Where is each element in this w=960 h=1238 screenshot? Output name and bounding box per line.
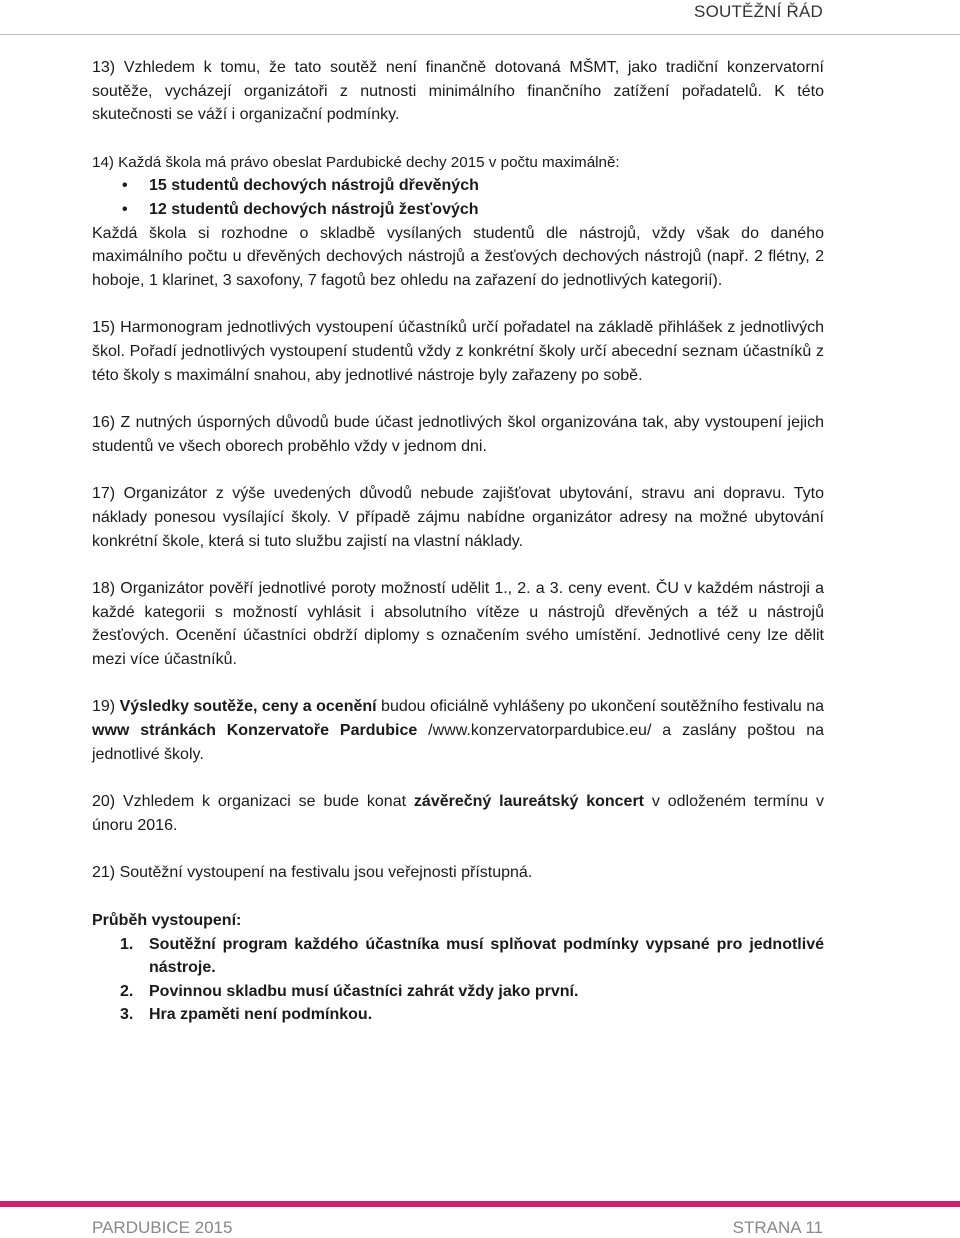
header-title: SOUTĚŽNÍ ŘÁD (694, 2, 823, 21)
progress-item (92, 1003, 824, 1027)
header-divider (0, 34, 960, 35)
section-19-text-2: /www.konzervatorpardubice.eu/ a zaslány poštou na jednotlivé školy. (92, 722, 825, 763)
progress-item-text: Povinnou skladbu musí účastníci zahrát vždy jako první. (149, 982, 579, 1000)
section-14-body: Každá škola si rozhodne o skladbě vysílaných studentů dle nástrojů, vždy však do daného maximálního počtu u dřevěných dechových nástrojů a žesťových dechových nástrojů (např. 2 flétny, 2 hoboje, 1 klarinet, 3 saxofony, 7 fagotů bez ohledu na zařazení do jednotlivých kategorií). (92, 224, 824, 289)
page-footer (0, 1196, 960, 1238)
progress-heading: Průběh vystoupení: (92, 912, 242, 930)
bullet-item: • 15 studentů dechových nástrojů dřevěných (92, 174, 824, 198)
section-19-text-1: budou oficiálně vyhlášeny po ukončení soutěžního festivalu na (376, 698, 825, 716)
footer-page-number: STRANA 11 (732, 1218, 823, 1237)
section-20-bold-concert: závěrečný laureátský koncert (413, 793, 645, 811)
section-19-num: 19) (92, 698, 120, 716)
progress-item-text: Soutěžní program každého účastníka musí splňovat podmínky vypsané pro jednotlivé nástroje. (149, 935, 824, 977)
section-14-intro: 14) Každá škola má právo obeslat Pardubické dechy 2015 v počtu maximálně: (92, 153, 620, 171)
section-20 (92, 790, 824, 837)
footer-accent-bar (0, 1201, 960, 1207)
section-20-text-1: 20) Vzhledem k organizaci se bude konat (92, 793, 414, 811)
bullet-item: • 12 studentů dechových nástrojů žesťových (92, 198, 824, 222)
progress-item (92, 933, 824, 980)
section-19-bold-website: www stránkách Konzervatoře Pardubice (92, 722, 418, 740)
section-15: 15) Harmonogram jednotlivých vystoupení účastníků určí pořadatel na základě přihlášek z jednotlivých škol. Pořadí jednotlivých vystoupení studentů vždy z konkrétní školy určí abecední seznam účastníků z této školy s maximální snahou, aby jednotlivé nástroje byly zařazeny po sobě. (92, 319, 824, 384)
progress-item (92, 980, 824, 1004)
footer-location-year: PARDUBICE 2015 (92, 1218, 233, 1237)
section-17: 17) Organizátor z výše uvedených důvodů nebude zajišťovat ubytování, stravu ani dopravu. Tyto náklady ponesou vysílající školy. V případě zájmu nabídne organizátor adresy na možné ubytování konkrétní škole, která si tuto službu zajistí na vlastní náklady. (92, 485, 824, 550)
progress-item-text: Hra zpaměti není podmínkou. (149, 1006, 373, 1024)
section-13: 13) Vzhledem k tomu, že tato soutěž není finančně dotovaná MŠMT, jako tradiční konzervatorní soutěže, vycházejí organizátoři z nutnosti minimálního finančního zatížení pořadatelů. K této skutečnosti se váží i organizační podmínky. (92, 59, 824, 124)
page-header (0, 0, 960, 38)
progress-item-number: 1. (120, 935, 134, 953)
progress-item-number: 3. (120, 1006, 134, 1024)
document-body (92, 56, 824, 1027)
section-16: 16) Z nutných úsporných důvodů bude účast jednotlivých škol organizována tak, aby vystoupení jejich studentů ve všech oborech proběhlo vždy v jednom dni. (92, 414, 824, 455)
progress-item-number: 2. (120, 982, 134, 1000)
section-14-bullets (92, 174, 824, 221)
section-20-text-2: v odloženém termínu v únoru 2016. (92, 793, 825, 834)
section-18: 18) Organizátor pověří jednotlivé poroty možností udělit 1., 2. a 3. ceny event. ČU v každém nástroji a každé kategorii s možností vyhlásit i absolutního vítěze u nástrojů dřevěných a též u nástrojů žesťových. Ocenění účastníci obdrží diplomy s označením svého umístění. Jednotlivé ceny lze dělit mezi více účastníků. (92, 580, 824, 668)
section-21: 21) Soutěžní vystoupení na festivalu jsou veřejnosti přístupná. (92, 864, 533, 882)
section-19-bold-results: Výsledky soutěže, ceny a ocenění (119, 698, 377, 716)
progress-list (92, 933, 824, 1027)
section-19 (92, 695, 824, 766)
